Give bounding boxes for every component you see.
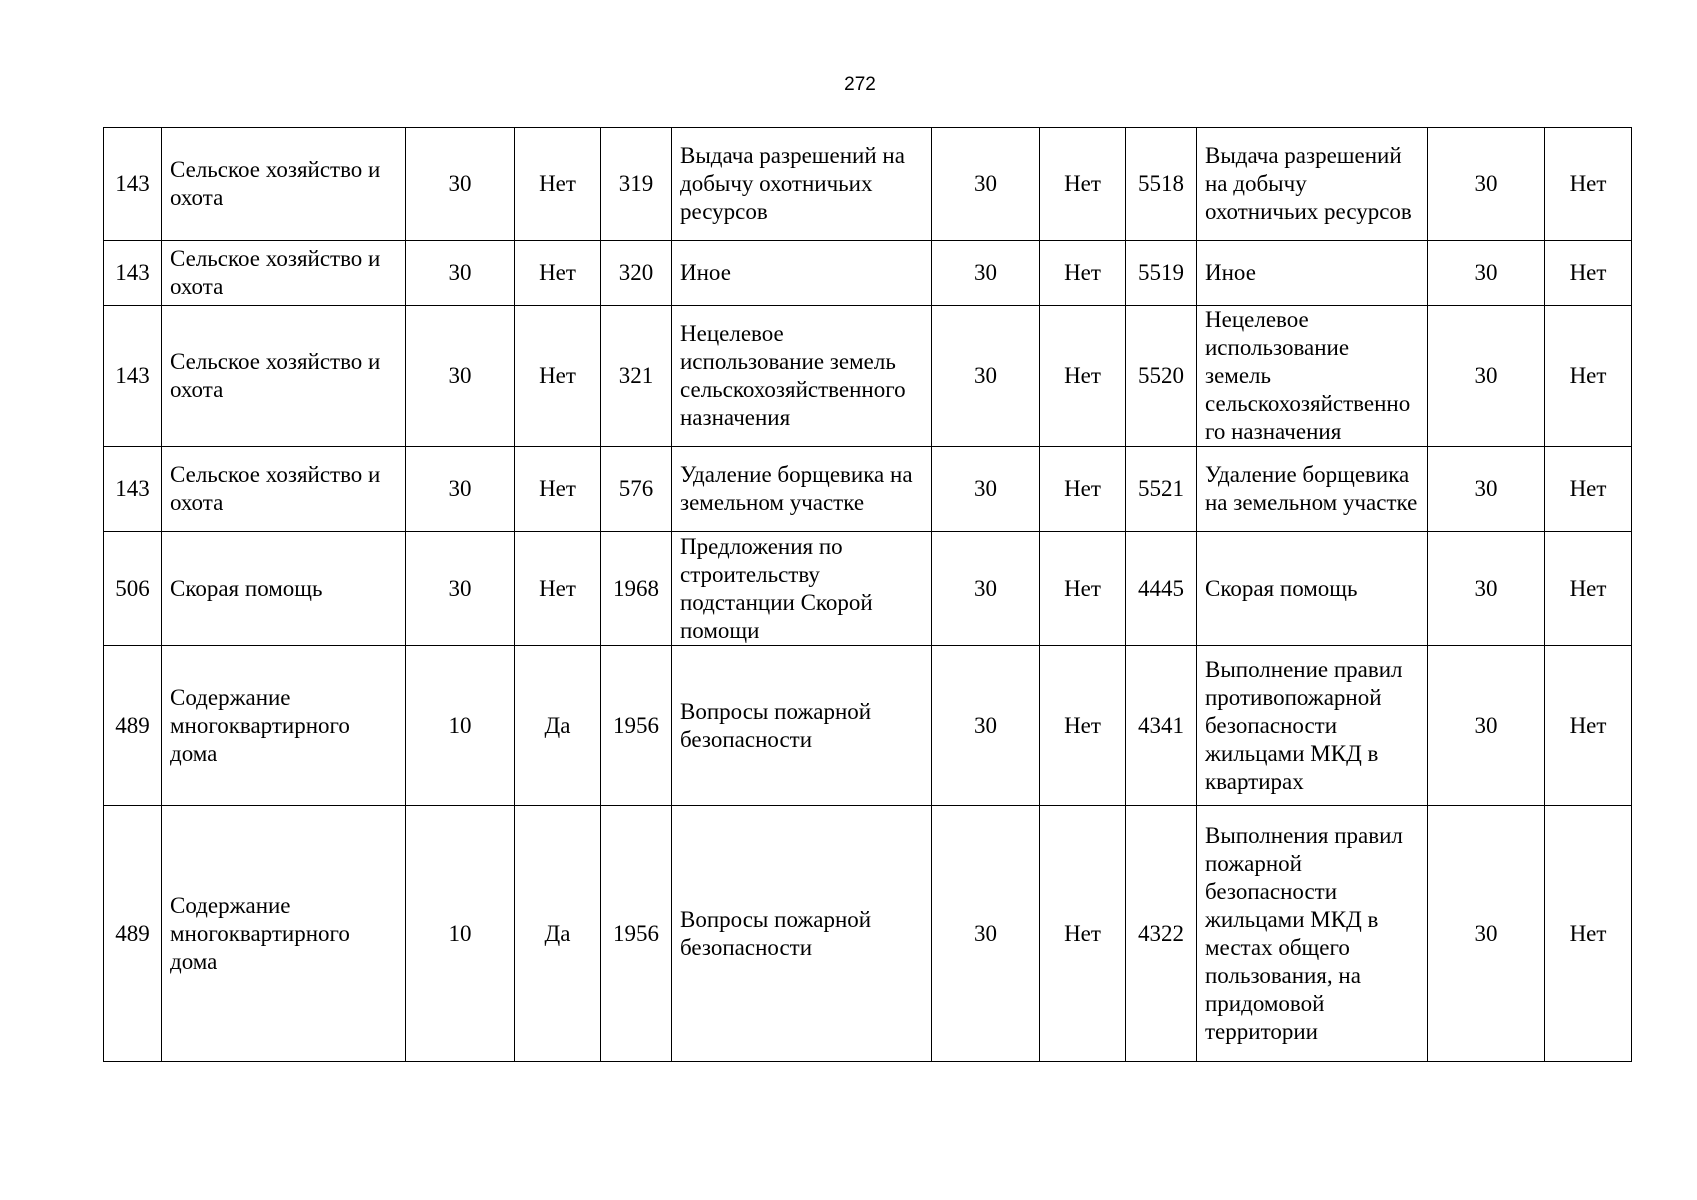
cell-topic-flag: Нет <box>515 306 601 447</box>
cell-subtopic-code: 1968 <box>601 532 672 646</box>
cell-subtopic-days: 30 <box>932 532 1040 646</box>
table-row <box>104 806 1632 1062</box>
cell-issue-flag: Нет <box>1545 241 1632 306</box>
cell-subtopic-days: 30 <box>932 306 1040 447</box>
cell-topic-name: Сельское хозяйство и охота <box>162 306 406 447</box>
cell-issue-code: 4322 <box>1126 806 1197 1062</box>
cell-subtopic-code: 321 <box>601 306 672 447</box>
cell-subtopic-code: 319 <box>601 128 672 241</box>
data-table <box>103 127 1632 1062</box>
cell-subtopic-flag: Нет <box>1040 532 1126 646</box>
cell-subtopic-flag: Нет <box>1040 646 1126 806</box>
cell-topic-code: 143 <box>104 128 162 241</box>
cell-topic-flag: Да <box>515 806 601 1062</box>
cell-topic-days: 30 <box>406 241 515 306</box>
cell-subtopic-name: Нецелевое использование земель сельскохозяйственного назначения <box>672 306 932 447</box>
cell-subtopic-flag: Нет <box>1040 806 1126 1062</box>
cell-subtopic-name: Предложения по строительству подстанции Скорой помощи <box>672 532 932 646</box>
cell-topic-days: 10 <box>406 646 515 806</box>
cell-subtopic-days: 30 <box>932 128 1040 241</box>
table-row <box>104 532 1632 646</box>
cell-issue-flag: Нет <box>1545 646 1632 806</box>
cell-issue-code: 4341 <box>1126 646 1197 806</box>
cell-issue-name: Выдача разрешений на добычу охотничьих ресурсов <box>1197 128 1428 241</box>
cell-issue-name: Скорая помощь <box>1197 532 1428 646</box>
cell-topic-code: 143 <box>104 306 162 447</box>
cell-subtopic-code: 576 <box>601 447 672 532</box>
cell-issue-code: 5518 <box>1126 128 1197 241</box>
cell-subtopic-flag: Нет <box>1040 241 1126 306</box>
cell-issue-flag: Нет <box>1545 806 1632 1062</box>
cell-topic-code: 143 <box>104 241 162 306</box>
cell-topic-flag: Нет <box>515 532 601 646</box>
cell-topic-name: Скорая помощь <box>162 532 406 646</box>
cell-issue-days: 30 <box>1428 532 1545 646</box>
cell-subtopic-name: Выдача разрешений на добычу охотничьих ресурсов <box>672 128 932 241</box>
cell-topic-code: 489 <box>104 646 162 806</box>
cell-issue-name: Удаление борщевика на земельном участке <box>1197 447 1428 532</box>
cell-subtopic-flag: Нет <box>1040 306 1126 447</box>
cell-issue-days: 30 <box>1428 306 1545 447</box>
cell-topic-name: Содержание многоквартирного дома <box>162 806 406 1062</box>
cell-subtopic-code: 1956 <box>601 806 672 1062</box>
cell-subtopic-name: Вопросы пожарной безопасности <box>672 646 932 806</box>
cell-topic-days: 30 <box>406 306 515 447</box>
cell-topic-name: Сельское хозяйство и охота <box>162 241 406 306</box>
cell-topic-days: 30 <box>406 128 515 241</box>
cell-subtopic-days: 30 <box>932 806 1040 1062</box>
cell-issue-code: 5520 <box>1126 306 1197 447</box>
cell-subtopic-name: Вопросы пожарной безопасности <box>672 806 932 1062</box>
table-row <box>104 128 1632 241</box>
cell-issue-flag: Нет <box>1545 306 1632 447</box>
cell-issue-days: 30 <box>1428 128 1545 241</box>
cell-issue-days: 30 <box>1428 646 1545 806</box>
cell-issue-days: 30 <box>1428 241 1545 306</box>
cell-topic-code: 143 <box>104 447 162 532</box>
cell-issue-code: 5521 <box>1126 447 1197 532</box>
cell-topic-code: 506 <box>104 532 162 646</box>
cell-issue-code: 4445 <box>1126 532 1197 646</box>
cell-topic-flag: Да <box>515 646 601 806</box>
cell-topic-flag: Нет <box>515 447 601 532</box>
cell-topic-name: Сельское хозяйство и охота <box>162 447 406 532</box>
page-number: 272 <box>844 74 876 95</box>
cell-subtopic-flag: Нет <box>1040 128 1126 241</box>
cell-subtopic-name: Иное <box>672 241 932 306</box>
cell-issue-name: Выполнения правил пожарной безопасности жильцами МКД в местах общего пользования, на придомовой территории <box>1197 806 1428 1062</box>
cell-issue-name: Выполнение правил противопожарной безопасности жильцами МКД в квартирах <box>1197 646 1428 806</box>
cell-subtopic-flag: Нет <box>1040 447 1126 532</box>
cell-topic-name: Содержание многоквартирного дома <box>162 646 406 806</box>
cell-topic-name: Сельское хозяйство и охота <box>162 128 406 241</box>
cell-subtopic-code: 1956 <box>601 646 672 806</box>
cell-topic-flag: Нет <box>515 128 601 241</box>
table-row <box>104 447 1632 532</box>
cell-topic-days: 30 <box>406 447 515 532</box>
cell-issue-name: Нецелевое использование земель сельскохозяйственного назначения <box>1197 306 1428 447</box>
cell-topic-days: 30 <box>406 532 515 646</box>
cell-subtopic-days: 30 <box>932 646 1040 806</box>
cell-issue-days: 30 <box>1428 806 1545 1062</box>
cell-subtopic-code: 320 <box>601 241 672 306</box>
cell-issue-flag: Нет <box>1545 532 1632 646</box>
table-row <box>104 241 1632 306</box>
cell-issue-flag: Нет <box>1545 447 1632 532</box>
cell-subtopic-name: Удаление борщевика на земельном участке <box>672 447 932 532</box>
cell-topic-days: 10 <box>406 806 515 1062</box>
cell-topic-flag: Нет <box>515 241 601 306</box>
cell-issue-code: 5519 <box>1126 241 1197 306</box>
cell-topic-code: 489 <box>104 806 162 1062</box>
table-row <box>104 306 1632 447</box>
cell-subtopic-days: 30 <box>932 447 1040 532</box>
cell-issue-flag: Нет <box>1545 128 1632 241</box>
table-row <box>104 646 1632 806</box>
cell-issue-days: 30 <box>1428 447 1545 532</box>
cell-subtopic-days: 30 <box>932 241 1040 306</box>
cell-issue-name: Иное <box>1197 241 1428 306</box>
